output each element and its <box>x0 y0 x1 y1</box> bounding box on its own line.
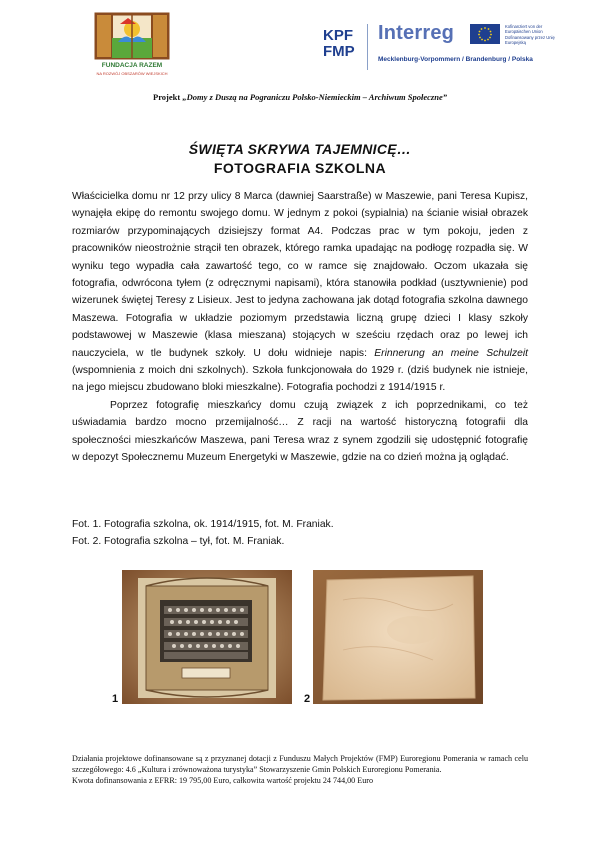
logo-divider <box>367 24 368 70</box>
page-title: ŚWIĘTA SKRYWA TAJEMNICĘ… <box>188 141 412 157</box>
fmp-text: FMP <box>323 43 355 60</box>
project-title: „Domy z Duszą na Pograniczu Polsko-Niemieckim – Archiwum Społeczne” <box>182 92 447 102</box>
footer-amount-text: Kwota dofinansowania z EFRR: 19 795,00 Euro, całkowita wartość projektu 24 744,00 Euro <box>72 776 373 785</box>
kpf-text: KPF <box>323 27 353 44</box>
paragraph-1 <box>72 188 528 397</box>
paragraph-1-part-a: Właścicielka domu nr 12 przy ulicy 8 Marca (dawniej Saarstraße) w Maszewie, pani Teresa Kupisz, wynajęła ekipę do remontu swojego domu. W jednym z pokoi (sypialnia) na ścianie wisiał obrazek rozmiarów przypominających dzisiejszy format A4. Podczas prac w tym pokoju, jeden z pracowników nieostrożnie strącił ten obrazek, którego ramka upadając na podłogę rozpadła się. W wyniku tego wypadła cała zawartość tego, co w ramce się znajdowało. Oczom ukazała się fotografia, odwrócona tyłem (z odręcznymi napisami), która stanowiła podkład (usztywnienie) pod wizerunek świętej Teresy z Lisieux. Jest to jedyna zachowana jak dotąd fotografia szkolna dawnego Maszewa. Fotografia w układzie poziomym przedstawia liczną grupę dzieci I klasy szkoły podstawowej w Maszewie (klasa mieszana) stojących w sześciu rzędach oraz po lewej ich nauczyciela, w tle budynek szkoły. U dołu widnieje napis: <box>72 191 528 359</box>
caption-2: Fot. 2. Fotografia szkolna – tył, fot. M. Franiak. <box>72 536 285 548</box>
photo-number-1: 1 <box>112 693 119 705</box>
fundacja-name: FUNDACJA RAZEM <box>101 62 163 69</box>
fundacja-razem-logo <box>82 12 182 84</box>
paragraph-1-part-b: (wspomnienia z moich dni szkolnych). Szkoła funkcjonowała do 1929 r. (dziś budynek nie istnieje, na jego miejscu zbudowano bloki mieszkalne). Fotografia pochodzi z 1914/1915 r. <box>72 365 528 394</box>
fundacja-subtitle: NA ROZWÓJ OBSZARÓW WIEJSKICH <box>96 71 168 76</box>
school-photo-back <box>313 570 483 704</box>
interreg-logo: Interreg <box>378 22 455 44</box>
school-photo-front <box>122 570 292 704</box>
eu-flag-icon <box>470 24 500 44</box>
eu-cofinancing-text: Kofinanziert von der Europäischen Union Dofinansowany przez Unię Europejską <box>505 24 555 46</box>
funding-footer <box>72 753 528 786</box>
photo-number-2: 2 <box>304 693 311 705</box>
project-prefix: Projekt <box>153 92 183 102</box>
footer-funding-text: Działania projektowe dofinansowane są z przyznanej dotacji z Funduszu Małych Projektów (FMP) Euroregionu Pomerania w ramach celu szczegółowego: 4.6 „Kultura i zrównoważona turystyka” Stowarzyszenie Gmin Polskich Euroregionu Pomerania. <box>72 754 528 774</box>
inscription-text: Erinnerung an meine Schulzeit <box>374 347 528 359</box>
paragraph-2: Poprzez fotografię mieszkańcy domu czują związek z ich poprzednikami, co też uświadamia bardzo mocno przemijalność… Z racji na wartość historyczną fotografii dla społeczności mieszkańców Maszewa, pani Teresa wraz z synem zgodzili się udostępnić fotografię w depozyt Społecznemu Muzeum Energetyki w Maszewie, gdzie na co dzień można ją oglądać. <box>72 399 528 464</box>
caption-1: Fot. 1. Fotografia szkolna, ok. 1914/1915, fot. M. Franiak. <box>72 519 334 530</box>
interreg-region-text: Mecklenburg-Vorpommern / Brandenburg / Polska <box>378 56 533 63</box>
photo-captions <box>72 516 334 551</box>
page-subtitle: FOTOGRAFIA SZKOLNA <box>213 160 387 176</box>
kpf-fmp-logo <box>323 28 355 60</box>
project-line <box>0 92 600 102</box>
article-body <box>72 188 528 467</box>
window-house-icon <box>82 12 182 62</box>
